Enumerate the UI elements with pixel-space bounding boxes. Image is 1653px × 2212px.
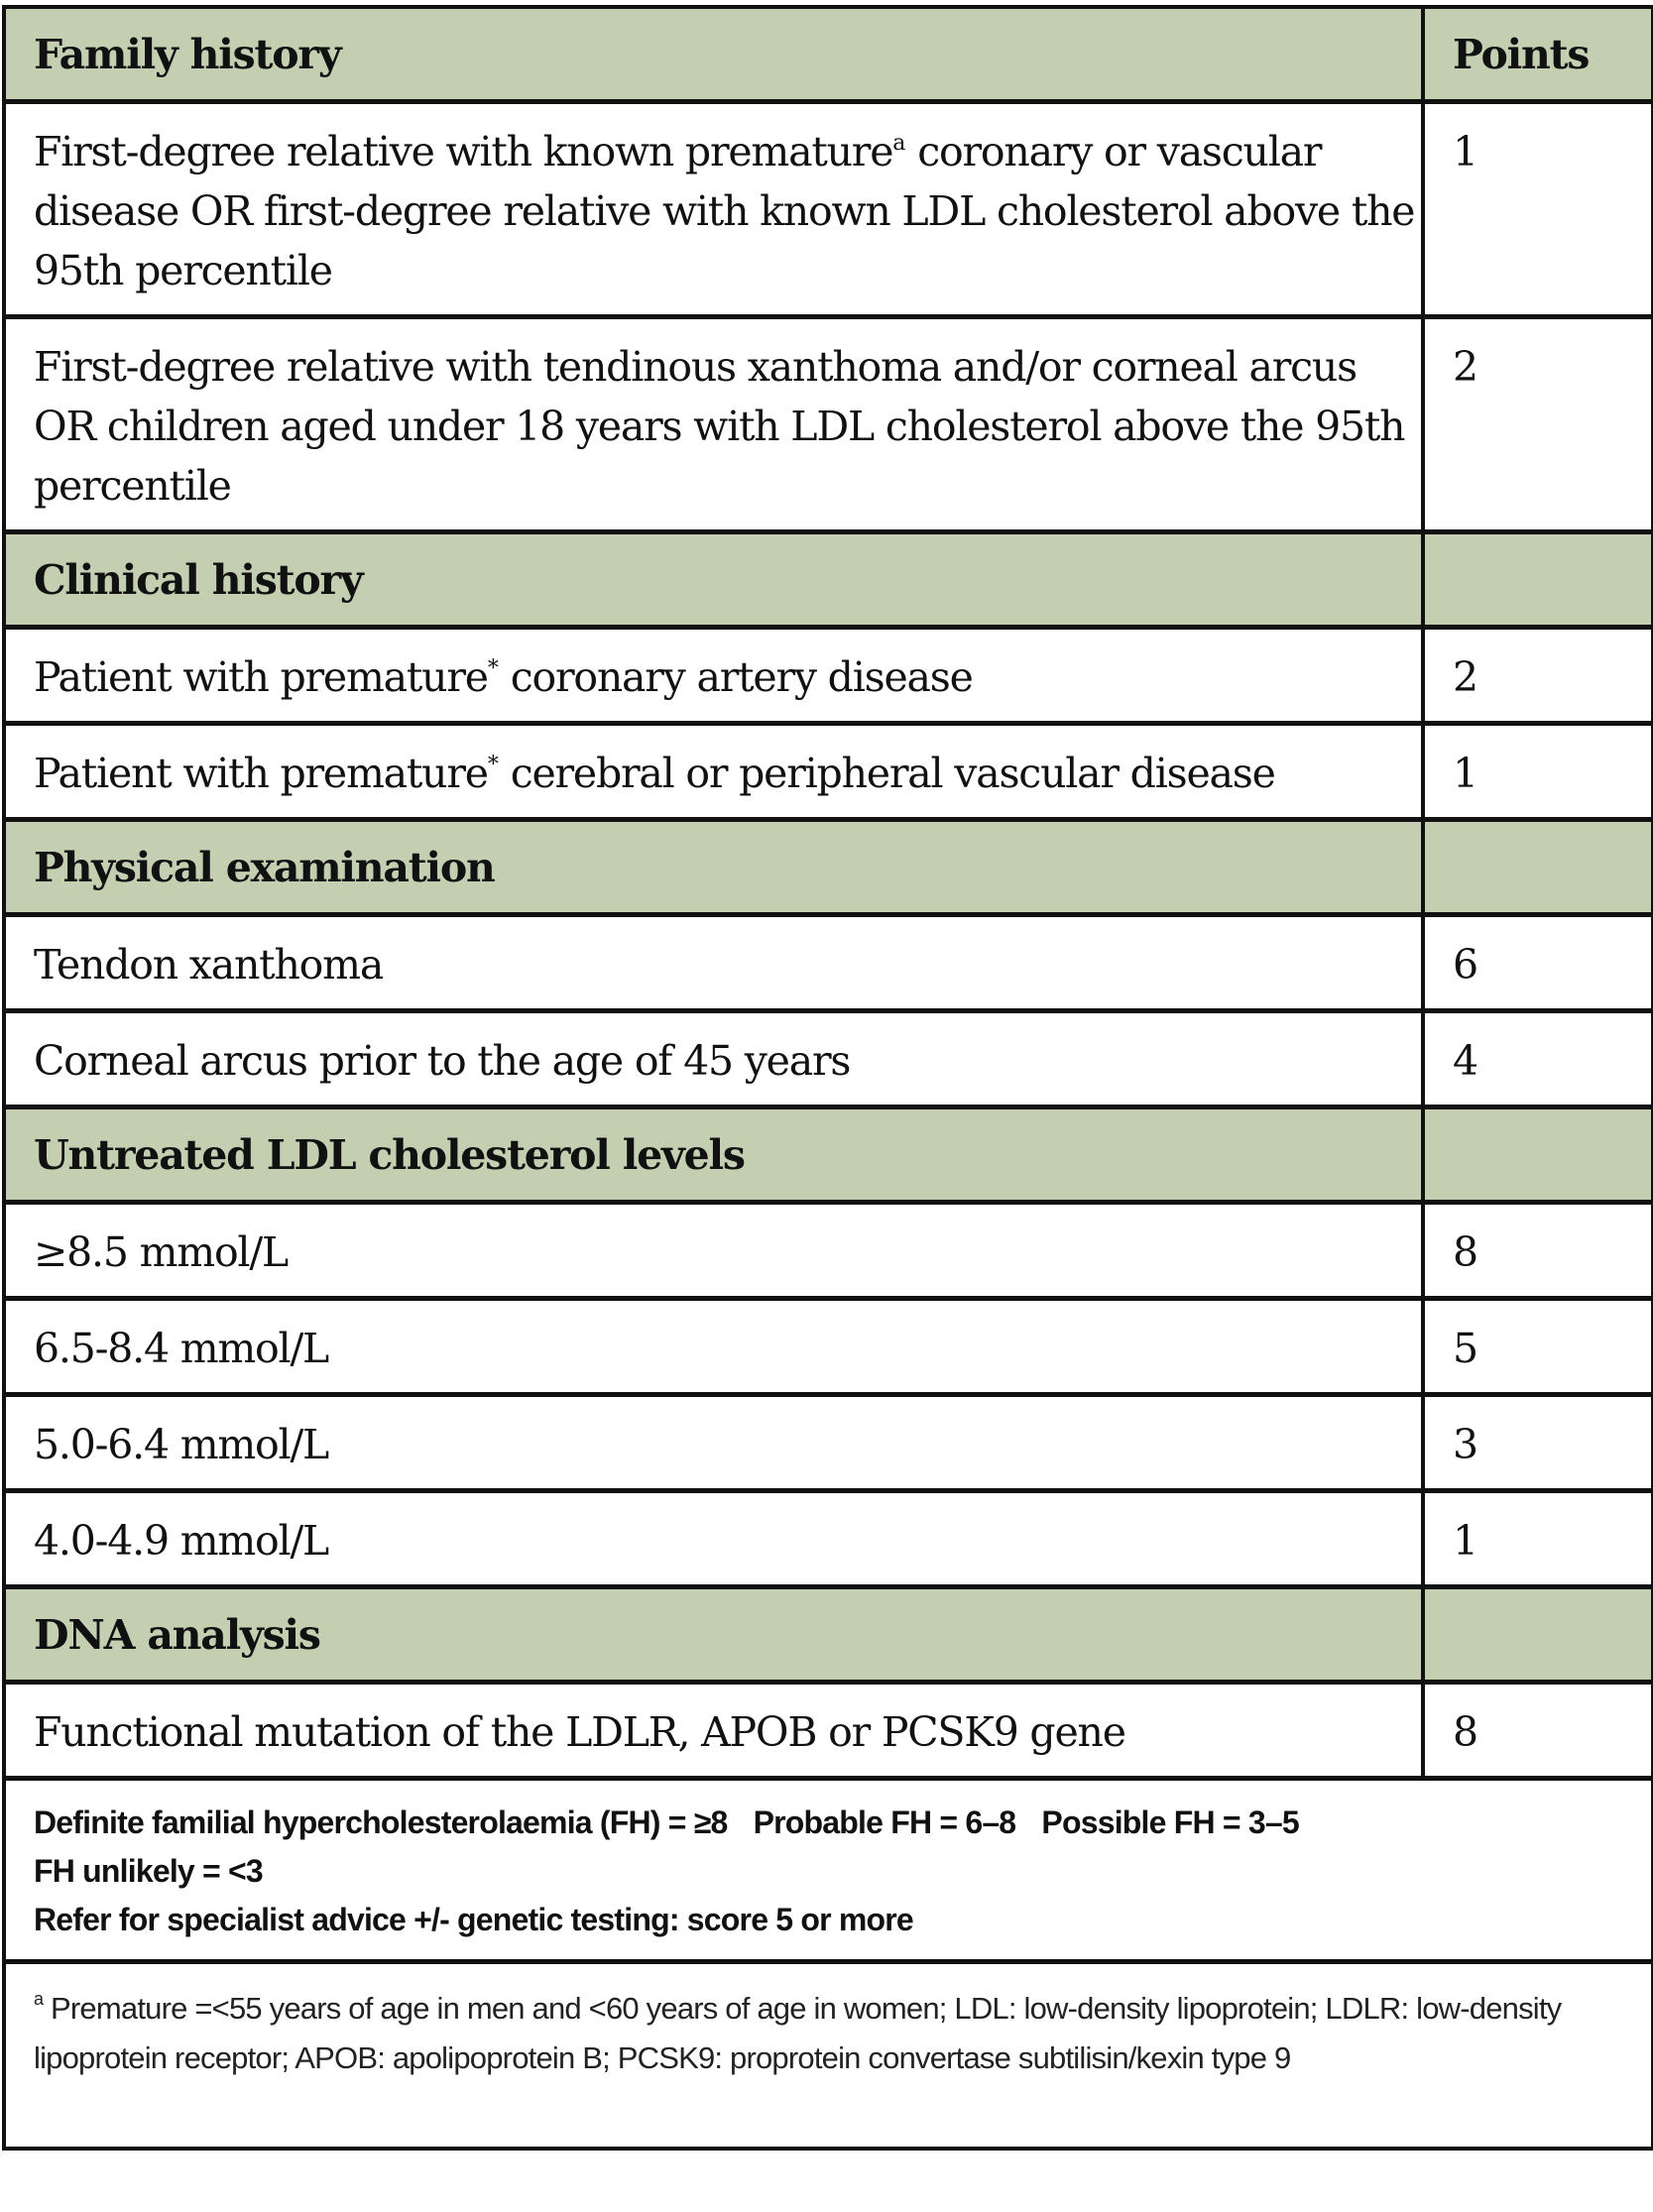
criterion-points: 2 [1423,317,1651,532]
footnote-reference: * [487,753,499,777]
criterion-text-main: 5.0-6.4 mmol/L [34,1421,329,1468]
points-column-header: Points [1423,9,1651,102]
criterion-row [6,724,1651,820]
criterion-text-main: First-degree relative with known premature [34,128,893,175]
section-title: Physical examination [6,820,1423,915]
criterion-text-main: Tendon xanthoma [34,941,384,989]
criterion-text-main: Functional mutation of the LDLR, APOB or PCSK9 gene [34,1708,1125,1756]
footnote [6,1959,1651,2147]
criterion-text-main: 4.0-4.9 mmol/L [34,1517,329,1565]
criteria-table [6,9,1651,1776]
section-row [6,820,1651,915]
criteria-table-body [6,9,1651,1776]
footnote-reference: a [892,131,906,156]
criterion-row [6,102,1651,317]
section-row [6,532,1651,628]
criterion-text [6,1395,1423,1491]
criterion-points: 1 [1423,724,1651,820]
criterion-points: 8 [1423,1683,1651,1777]
section-points-cell [1423,820,1651,915]
criterion-row [6,1203,1651,1299]
section-points-cell [1423,532,1651,628]
criterion-text-main: 6.5-8.4 mmol/L [34,1325,329,1372]
criterion-text-main: ≥8.5 mmol/L [34,1228,288,1276]
criterion-text [6,1299,1423,1395]
criterion-text [6,102,1423,317]
possible-fh: Possible FH = 3–5 [1041,1805,1299,1840]
footnote-marker: a [34,1989,44,2009]
criterion-text-main: Corneal arcus prior to the age of 45 years [34,1037,851,1085]
section-title: DNA analysis [6,1587,1423,1683]
footnote-reference: * [487,656,499,681]
criterion-points: 2 [1423,628,1651,724]
criterion-text-rest: coronary artery disease [498,653,973,701]
criterion-row [6,1299,1651,1395]
criterion-points: 1 [1423,1491,1651,1587]
section-title: Family history [6,9,1423,102]
probable-fh: Probable FH = 6–8 [753,1805,1016,1840]
score-interpretation [6,1776,1651,1959]
footnote-text: Premature =<55 years of age in men and <60 years of age in women; LDL: low-density lipoprotein; LDLR: low-density lipoprotein receptor; APOB: apolipoprotein B; PCSK9: proprotein convertase subtilisin/kexin type 9 [34,1991,1562,2075]
section-row [6,1587,1651,1683]
criterion-points: 8 [1423,1203,1651,1299]
criterion-points: 3 [1423,1395,1651,1491]
criterion-text-rest: coronary or vascular disease OR first-degree relative with known LDL cholesterol above the 95th percentile [34,128,1415,294]
criterion-row [6,628,1651,724]
criterion-points: 1 [1423,102,1651,317]
criterion-text-main: Patient with premature [34,750,488,797]
criterion-text [6,1203,1423,1299]
criterion-text [6,915,1423,1011]
criterion-text [6,1683,1423,1777]
criterion-row [6,1395,1651,1491]
criterion-points: 4 [1423,1011,1651,1107]
criterion-row [6,1011,1651,1107]
criterion-text-main: First-degree relative with tendinous xanthoma and/or corneal arcus OR children aged under 18 years with LDL cholesterol above the 95th percentile [34,343,1405,510]
criterion-points: 6 [1423,915,1651,1011]
criterion-points: 5 [1423,1299,1651,1395]
section-title: Clinical history [6,532,1423,628]
criterion-text [6,1011,1423,1107]
criterion-text-main: Patient with premature [34,653,488,701]
section-title: Untreated LDL cholesterol levels [6,1107,1423,1203]
section-row [6,9,1651,102]
criterion-text [6,628,1423,724]
criterion-text [6,724,1423,820]
section-row [6,1107,1651,1203]
definite-fh: Definite familial hypercholesterolaemia (FH) = ≥8 [34,1805,728,1840]
criterion-row [6,1491,1651,1587]
referral-advice: Refer for specialist advice +/- genetic testing: score 5 or more [34,1902,913,1937]
fh-scoring-table [2,5,1653,2151]
criterion-row [6,915,1651,1011]
criterion-text [6,1491,1423,1587]
criterion-row [6,1683,1651,1777]
fh-unlikely: FH unlikely = <3 [34,1853,263,1889]
section-points-cell [1423,1107,1651,1203]
criterion-row [6,317,1651,532]
criterion-text-rest: cerebral or peripheral vascular disease [498,750,1275,797]
section-points-cell [1423,1587,1651,1683]
criterion-text [6,317,1423,532]
